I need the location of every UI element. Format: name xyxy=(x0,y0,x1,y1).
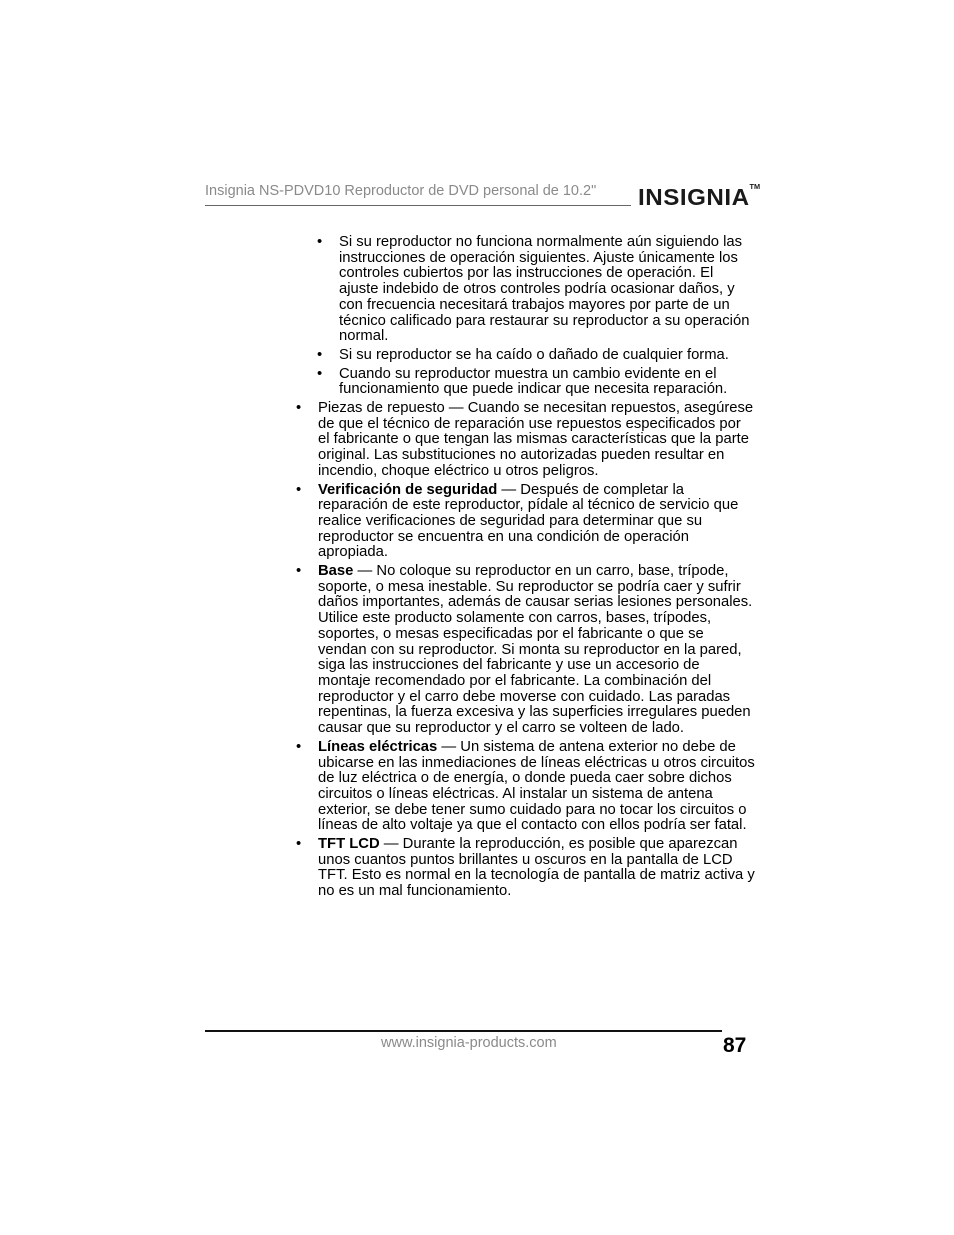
header-title: Insignia NS-PDVD10 Reproductor de DVD personal de 10.2" xyxy=(205,183,597,199)
page-body xyxy=(296,235,756,903)
bullet-list xyxy=(296,401,756,900)
sub-list-item: • Cuando su reproductor muestra un cambio evidente en el funcionamiento que puede indicar que necesita reparación. xyxy=(296,367,756,398)
list-item-replacement-parts: • Piezas de repuesto — Cuando se necesitan repuestos, asegúrese de que el técnico de reparación use repuestos especificados por el fabricante o que tengan las mismas características que la parte original. Las substituciones no autorizadas pueden resultar en incendio, choque eléctrico u otros peligros. xyxy=(296,401,756,480)
list-item-tft-lcd: • TFT LCD — Durante la reproducción, es posible que aparezcan unos cuantos puntos brillantes u oscuros en la pantalla de LCD TFT. Esto es normal en la tecnología de pantalla de matriz activa y no es un mal funcionamiento. xyxy=(296,837,756,900)
insignia-logo: INSIGNIA™ xyxy=(638,184,761,210)
header-rule xyxy=(205,205,631,206)
list-item-base: • Base — No coloque su reproductor en un carro, base, trípode, soporte, o mesa inestable. Su reproductor se podría caer y sufrir daños importantes, además de causar serias lesiones personales. Utilice este producto solamente con carros, bases, trípodes, soportes, o mesas especificadas por el fabricante o que se vendan con su reproductor. Si monta su reproductor en la pared, siga las instrucciones del fabricante y use un accesorio de montaje recomendado por el fabricante. La combinación del reproductor y el carro debe moverse con cuidado. Las paradas repentinas, la fuerza excesiva y las superficies irregulares pueden causar que su reproductor y el carro se volteen de lado. xyxy=(296,564,756,737)
item-term: Líneas eléctricas xyxy=(318,738,438,755)
footer-rule xyxy=(205,1030,722,1032)
item-term: TFT LCD xyxy=(318,836,380,853)
footer-url: www.insignia-products.com xyxy=(381,1035,557,1051)
sub-list-item: • Si su reproductor se ha caído o dañado de cualquier forma. xyxy=(296,348,756,364)
list-item-safety-check: • Verificación de seguridad — Después de completar la reparación de este reproductor, pídale al técnico de servicio que realice verificaciones de seguridad para determinar que su reproductor se encuentra en una condición de operación apropiada. xyxy=(296,483,756,562)
item-term: Base xyxy=(318,563,354,580)
sub-bullet-list xyxy=(296,235,756,398)
sub-list-item: • Si su reproductor no funciona normalmente aún siguiendo las instrucciones de operación siguientes. Ajuste únicamente los controles cubiertos por las instrucciones de operación. El ajuste indebido de otros controles podría ocasionar daños, y con frecuencia necesitará trabajos mayores por parte de un técnico calificado para restaurar su reproductor a su operación normal. xyxy=(296,235,756,345)
item-term: Verificación de seguridad xyxy=(318,481,498,498)
list-item-power-lines: • Líneas eléctricas — Un sistema de antena exterior no debe de ubicarse en las inmediaciones de líneas eléctricas u otros circuitos de luz eléctrica o de energía, o donde pueda caer sobre dichos circuitos o líneas eléctricas. Al instalar un sistema de antena exterior, se debe tener sumo cuidado para no tocar los circuitos o líneas de alto voltaje ya que el contacto con ellos podría ser fatal. xyxy=(296,740,756,834)
page-number: 87 xyxy=(723,1034,747,1057)
